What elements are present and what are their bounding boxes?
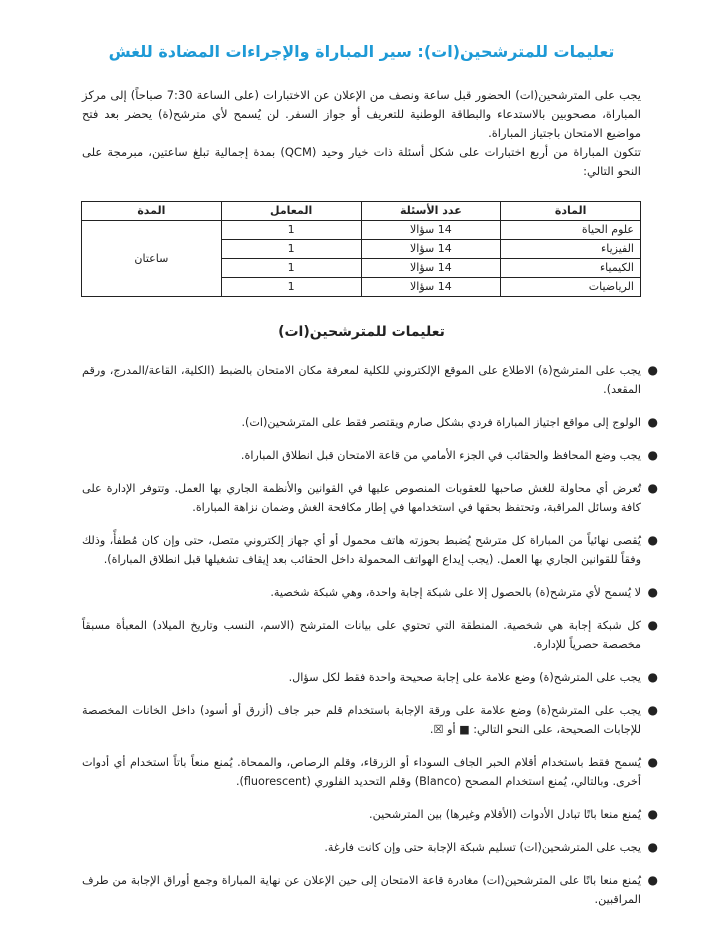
bullet-icon: ● (647, 585, 658, 599)
cell-subject: الرياضيات (501, 278, 641, 297)
list-item (82, 531, 658, 569)
list-item (82, 838, 658, 857)
list-item-text: كل شبكة إجابة هي شخصية. المنطقة التي تحتوي على بيانات المترشح (الاسم، النسب وتاريخ الميلاد) المعبأة مسبقاً مخصصة حصرياً للإدارة. (82, 619, 641, 651)
bullet-icon: ● (647, 873, 658, 887)
bullet-icon: ● (647, 448, 658, 462)
instructions-list (82, 361, 658, 909)
bullet-icon: ● (647, 670, 658, 684)
list-item (82, 871, 658, 909)
intro-section (82, 86, 641, 181)
cell-subject: علوم الحياة (501, 221, 641, 240)
list-item (82, 668, 658, 687)
list-item (82, 479, 658, 517)
bullet-icon: ● (647, 703, 658, 717)
list-item (82, 361, 658, 399)
list-item-text: تُعرض أي محاولة للغش صاحبها للعقوبات المنصوص عليها في القوانين والأنظمة الجاري بها العمل. وتتوفر الإدارة على كافة وسائل المراقبة، وتحتفظ بحقها في استخدامها في إطار مكافحة الغش وضمان نزاهة المباراة. (82, 482, 641, 514)
list-item (82, 753, 658, 791)
list-item (82, 413, 658, 432)
list-item-text: لا يُسمح لأي مترشح(ة) بالحصول إلا على شبكة إجابة واحدة، وهي شبكة شخصية. (270, 586, 641, 599)
bullet-icon: ● (647, 618, 658, 632)
table-header-row (82, 202, 641, 221)
cell-coefficient: 1 (221, 278, 361, 297)
header-coefficient: المعامل (221, 202, 361, 221)
document-title: تعليمات للمترشحين(ات): سير المباراة والإجراءات المضادة للغش (108, 42, 615, 61)
cell-subject: الكيمياء (501, 259, 641, 278)
list-item-text: يجب على المترشح(ة) وضع علامة على ورقة الإجابة باستخدام قلم حبر جاف (أزرق أو أسود) داخل الخانات المخصصة للإجابات الصحيحة، على النحو التالي: ■ أو ☒. (82, 704, 641, 736)
bullet-icon: ● (647, 807, 658, 821)
list-item-text: يُمنع منعا باتًا تبادل الأدوات (الأقلام وغيرها) بين المترشحين. (369, 808, 641, 821)
cell-questions: 14 سؤالا (361, 278, 501, 297)
list-item-text: الولوج إلى مواقع اجتياز المباراة فردي بشكل صارم ويقتصر فقط على المترشحين(ات). (241, 416, 641, 429)
table-row (82, 221, 641, 240)
cell-coefficient: 1 (221, 221, 361, 240)
list-item (82, 701, 658, 739)
list-item-text: يجب على المترشح(ة) الاطلاع على الموقع الإلكتروني للكلية لمعرفة مكان الامتحان بالضبط (الكلية، القاعة/المدرج، ورقم المقعد). (82, 364, 641, 396)
list-item (82, 446, 658, 465)
list-item-text: يُمنع منعا باتًا على المترشحين(ات) مغادرة قاعة الامتحان إلى حين الإعلان عن نهاية المباراة وجمع أوراق الإجابة من طرف المراقبين. (82, 874, 641, 906)
header-questions: عدد الأسئلة (361, 202, 501, 221)
cell-questions: 14 سؤالا (361, 259, 501, 278)
intro-paragraph-attendance: يجب على المترشحين(ات) الحضور قبل ساعة ونصف من الإعلان عن الاختبارات (على الساعة 7:30 صباحاً) إلى مركز المباراة، مصحوبين بالاستدعاء والبطاقة الوطنية للتعريف أو جواز السفر. لن يُسمح لأي مترشح(ة) يحضر بعد فتح مواضيع الامتحان باجتياز المباراة. (82, 88, 641, 140)
exam-schedule-table (81, 201, 641, 297)
list-item (82, 616, 658, 654)
list-item (82, 583, 658, 602)
bullet-icon: ● (647, 755, 658, 769)
bullet-icon: ● (647, 533, 658, 547)
bullet-icon: ● (647, 840, 658, 854)
list-item-text: يُسمح فقط باستخدام أقلام الحبر الجاف السوداء أو الزرقاء، وقلم الرصاص، والممحاة. يُمنع منعاً باتاً استخدام أي أدوات أخرى. وبالتالي، يُمنع استخدام المصحح (Blanco) وقلم التحديد الفلوري (fluorescent). (82, 756, 641, 788)
bullet-icon: ● (647, 481, 658, 495)
header-duration: المدة (82, 202, 222, 221)
bullet-icon: ● (647, 415, 658, 429)
cell-duration: ساعتان (82, 221, 222, 297)
list-item (82, 805, 658, 824)
instructions-section-title: تعليمات للمترشحين(ات) (278, 324, 445, 340)
list-item-text: يجب على المترشحين(ات) تسليم شبكة الإجابة حتى وإن كانت فارغة. (324, 841, 641, 854)
cell-coefficient: 1 (221, 259, 361, 278)
bullet-icon: ● (647, 363, 658, 377)
cell-questions: 14 سؤالا (361, 240, 501, 259)
list-item-text: يجب على المترشح(ة) وضع علامة على إجابة صحيحة واحدة فقط لكل سؤال. (288, 671, 641, 684)
header-subject: المادة (501, 202, 641, 221)
cell-subject: الفيزياء (501, 240, 641, 259)
cell-questions: 14 سؤالا (361, 221, 501, 240)
list-item-text: يُقصى نهائياً من المباراة كل مترشح يُضبط بحوزته هاتف محمول أو أي جهاز إلكتروني متصل، حتى وإن كان مُطفأً، وذلك وفقاً للقوانين الجاري بها العمل. (يجب إيداع الهواتف المحمولة داخل الحقائب بعد إيقاف تشغيلها قبل انطلاق المباراة). (82, 534, 641, 566)
list-item-text: يجب وضع المحافظ والحقائب في الجزء الأمامي من قاعة الامتحان قبل انطلاق المباراة. (240, 449, 641, 462)
intro-paragraph-structure: تتكون المباراة من أربع اختبارات على شكل أسئلة ذات خيار وحيد (QCM) بمدة إجمالية تبلغ ساعتين، مبرمجة على النحو التالي: (82, 145, 641, 178)
cell-coefficient: 1 (221, 240, 361, 259)
